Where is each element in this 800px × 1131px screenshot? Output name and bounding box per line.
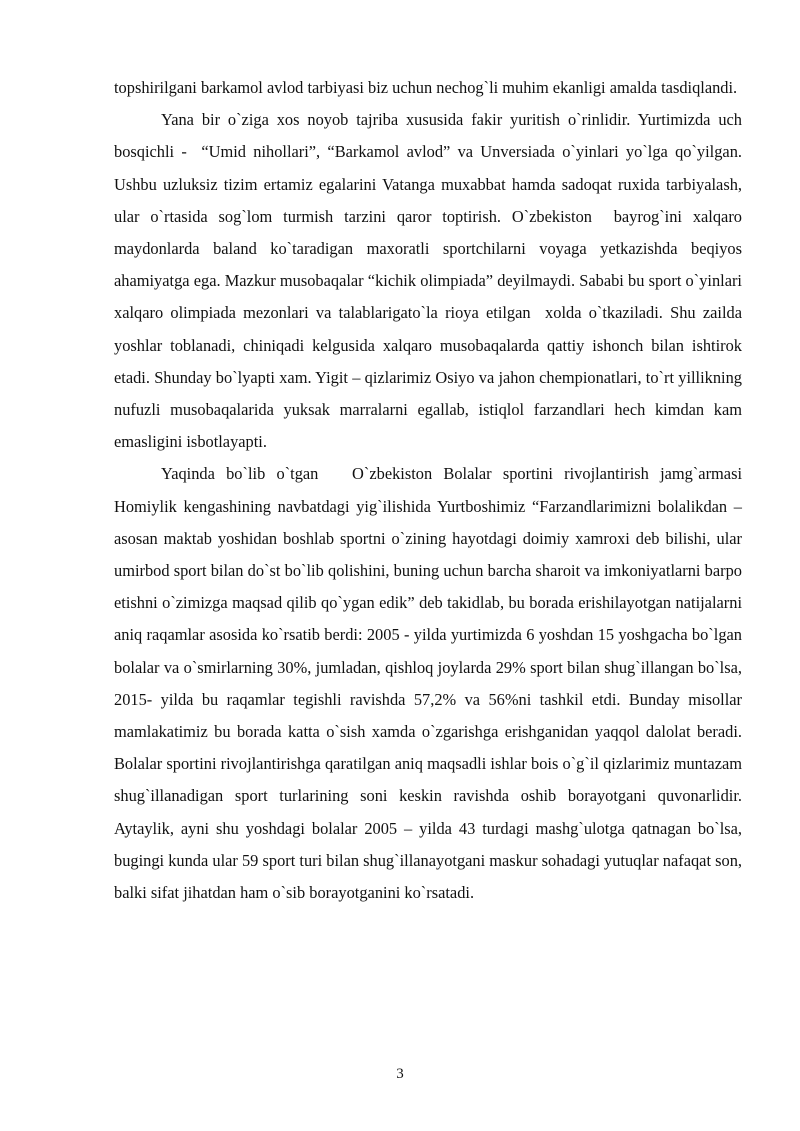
paragraph-continuation: topshirilgani barkamol avlod tarbiyasi biz uchun nechog`li muhim ekanligi amalda tasdiqlandi.: [114, 78, 738, 97]
body-text: [114, 72, 742, 909]
paragraph-homiylik: Yaqinda bo`lib o`tgan O`zbekiston Bolalar sportini rivojlantirish jamg`armasi Homiylik kengashining navbatdagi yig`ilishida Yurtboshimiz “Farzandlarimizni bolalikdan – asosan maktab yoshidan boshlab sportni o`zining hayotdagi doimiy xamroxi deb bilishi, ular umirbod sport bilan do`st bo`lib qolishini, buning uchun barcha sharoit va imkoniyatlarni barpo etishni o`zimizga maqsad qilib qo`ygan edik” deb takidlab, bu borada erishilayotgan natijalarni aniq raqamlar asosida ko`rsatib berdi: 2005 - yilda yurtimizda 6 yoshdan 15 yoshgacha bo`lgan bolalar va o`smirlarning 30%, jumladan, qishloq joylarda 29% sport bilan shug`illangan bo`lsa, 2015- yilda bu raqamlar tegishli ravishda 57,2% va 56%ni tashkil etdi. Bunday misollar mamlakatimiz bu borada katta o`sish xamda o`zgarishga erishganidan yaqqol dalolat beradi. Bolalar sportini rivojlantirishga qaratilgan aniq maqsadli ishlar bois o`g`il qizlarimiz muntazam shug`illanadigan sport turlarining soni keskin ravishda oshib borayotgani quvonarlidir. Aytaylik, ayni shu yoshdagi bolalar 2005 – yilda 43 turdagi mashg`ulotga qatnagan bo`lsa, bugingi kunda ular 59 sport turi bilan shug`illanayotgani maskur sohadagi yutuqlar nafaqat son, balki sifat jihatdan ham o`sib borayotganini ko`rsatadi.: [114, 464, 742, 903]
paragraph-tajriba: Yana bir o`ziga xos noyob tajriba xususida fakir yuritish o`rinlidir. Yurtimizda uch bosqichli - “Umid nihollari”, “Barkamol avlod” va Unversiada o`yinlari yo`lga qo`yilgan. Ushbu uzluksiz tizim ertamiz egalarini Vatanga muxabbat hamda sadoqat ruxida tarbiyalash, ular o`rtasida sog`lom turmish tarzini qaror toptirish. O`zbekiston bayrog`ini xalqaro maydonlarda baland ko`taradigan maxoratli sportchilarni voyaga yetkazishda beqiyos ahamiyatga ega. Mazkur musobaqalar “kichik olimpiada” deyilmaydi. Sababi bu sport o`yinlari xalqaro olimpiada mezonlari va talablarigato`la rioya etilgan xolda o`tkaziladi. Shu zailda yoshlar toblanadi, chiniqadi kelgusida xalqaro musobaqalarda qattiy ishonch bilan ishtirok etadi. Shunday bo`lyapti xam. Yigit – qizlarimiz Osiyo va jahon chempionatlari, to`rt yillikning nufuzli musobaqalarida yuksak marralarni egallab, istiqlol farzandlari hech kimdan kam emasligini isbotlayapti.: [114, 110, 742, 452]
page-number: 3: [396, 1066, 404, 1082]
